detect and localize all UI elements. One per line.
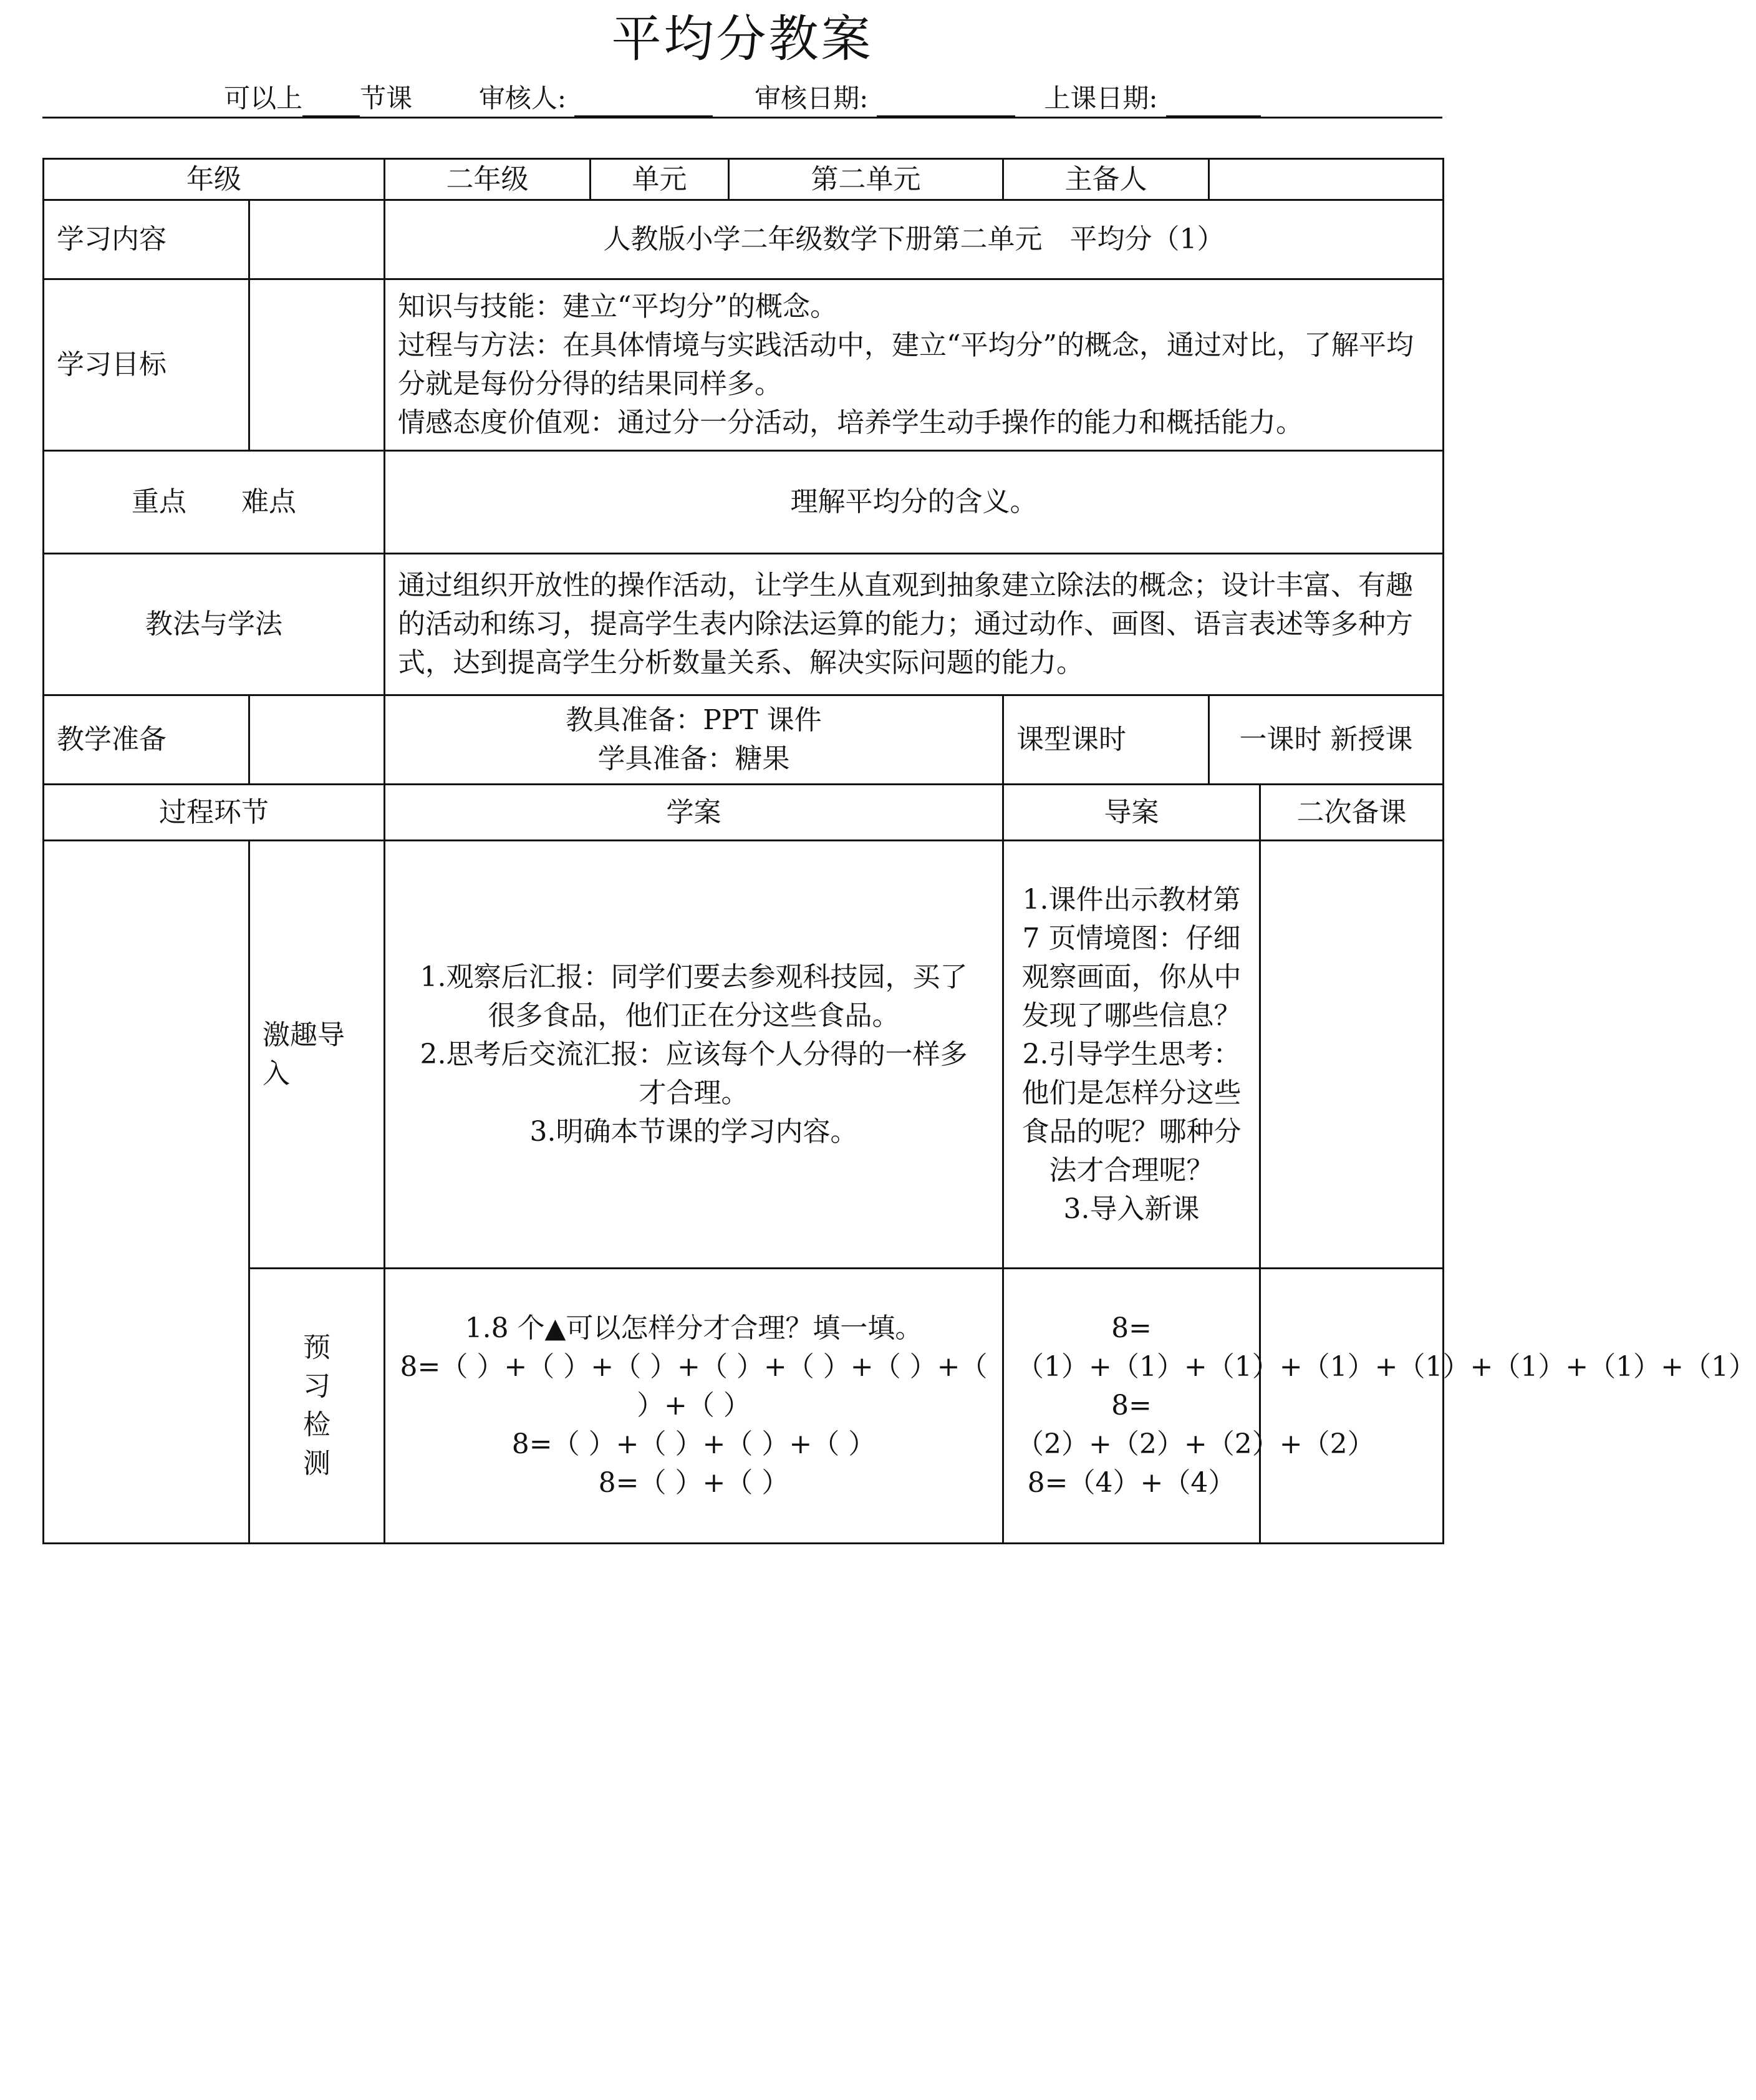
lead-value <box>1209 159 1444 200</box>
unit-label: 单元 <box>591 159 729 200</box>
review-date-label: 审核日期: <box>755 83 869 114</box>
header-rule <box>42 117 1442 119</box>
second-label: 二次备课 <box>1260 785 1444 841</box>
grade-label: 年级 <box>44 159 385 200</box>
unit-value: 第二单元 <box>729 159 1003 200</box>
lesson-plan-table <box>42 158 1756 1544</box>
prep-label: 教学准备 <box>44 695 249 785</box>
goals-empty <box>249 279 385 451</box>
prep-row <box>44 695 1444 785</box>
prep-student-tools: 学具准备：糖果 <box>597 743 790 775</box>
reviewer-label: 审核人: <box>478 83 567 114</box>
content-row <box>44 200 1444 279</box>
content-empty <box>249 200 385 279</box>
lesson-prefix: 可以上 <box>224 83 303 114</box>
meta-line <box>0 80 1485 117</box>
guide-label: 导案 <box>1003 785 1260 841</box>
review-date-blank[interactable] <box>877 88 1015 117</box>
preview-study-3: 8=（ ）+（ ）+（ ）+（ ） <box>511 1428 876 1460</box>
prep-teacher-tools: 教具准备：PPT 课件 <box>566 704 822 736</box>
page-title: 平均分教案 <box>611 10 874 68</box>
intro-study-1: 1.观察后汇报：同学们要去参观科技园，买了很多食品，他们正在分这些食品。 <box>420 960 968 1032</box>
stage-intro-guide <box>1003 841 1260 1269</box>
stage-intro-study <box>385 841 1003 1269</box>
preview-guide-2: 8=（2）+（2）+（2）+（2） <box>1016 1390 1375 1460</box>
goals-label: 学习目标 <box>44 279 249 451</box>
content-label: 学习内容 <box>44 200 249 279</box>
preview-guide-1: 8=（1）+（1）+（1）+（1）+（1）+（1）+（1）+（1） <box>1016 1312 1756 1383</box>
method-row <box>44 554 1444 695</box>
prep-value <box>385 695 1003 785</box>
stage-preview-study <box>385 1269 1003 1544</box>
stage-preview-guide <box>1003 1269 1756 1544</box>
class-date-blank[interactable] <box>1166 88 1261 117</box>
lesson-count-blank[interactable] <box>302 88 360 117</box>
grade-row <box>44 159 1444 200</box>
stage-preview-row <box>44 1269 1444 1544</box>
preview-study-2: 8=（ ）+（ ）+（ ）+（ ）+（ ）+（ ）+（ ）+（ ） <box>400 1351 988 1421</box>
intro-study-2: 2.思考后交流汇报：应该每个人分得的一样多才合理。 <box>420 1038 968 1109</box>
key-row <box>44 451 1444 554</box>
intro-second-empty <box>1260 841 1444 1269</box>
stage-intro-name: 激趣导入 <box>249 841 385 1269</box>
content-value: 人教版小学二年级数学下册第二单元 平均分（1） <box>385 200 1444 279</box>
process-header-row <box>44 785 1444 841</box>
intro-guide-3: 3.导入新课 <box>1063 1193 1200 1225</box>
lesson-suffix: 节课 <box>360 83 413 114</box>
stage-intro-row <box>44 841 1444 1269</box>
type-label: 课型课时 <box>1003 695 1209 785</box>
stage-preview-name: 预习检测 <box>249 1269 385 1544</box>
goal-attitude: 情感态度价值观：通过分一分活动，培养学生动手操作的能力和概括能力。 <box>398 407 1303 438</box>
preview-guide-3: 8=（4）+（4） <box>1027 1467 1236 1499</box>
goals-value <box>385 279 1444 451</box>
class-date-label: 上课日期: <box>1044 83 1158 114</box>
key-label: 重点 难点 <box>44 451 385 554</box>
goals-row <box>44 279 1444 451</box>
lead-label: 主备人 <box>1003 159 1209 200</box>
process-label: 过程环节 <box>44 785 385 841</box>
preview-study-1: 1.8 个▲可以怎样分才合理？填一填。 <box>465 1312 923 1344</box>
prep-empty <box>249 695 385 785</box>
reviewer-blank[interactable] <box>574 88 713 117</box>
preview-study-4: 8=（ ）+（ ） <box>598 1467 789 1499</box>
goal-process: 过程与方法：在具体情境与实践活动中，建立“平均分”的概念，通过对比，了解平均分就是每份分得的结果同样多。 <box>398 329 1414 400</box>
method-label: 教法与学法 <box>44 554 385 695</box>
key-value: 理解平均分的含义。 <box>385 451 1444 554</box>
study-label: 学案 <box>385 785 1003 841</box>
type-value: 一课时 新授课 <box>1209 695 1444 785</box>
goal-knowledge: 知识与技能：建立“平均分”的概念。 <box>398 291 837 322</box>
grade-value: 二年级 <box>385 159 591 200</box>
intro-study-3: 3.明确本节课的学习内容。 <box>529 1115 858 1148</box>
method-value: 通过组织开放性的操作活动，让学生从直观到抽象建立除法的概念；设计丰富、有趣的活动和练习，提高学生表内除法运算的能力；通过动作、画图、语言表述等多种方式，达到提高学生分析数量关系、解决实际问题的能力。 <box>385 554 1444 695</box>
process-empty <box>44 841 249 1544</box>
intro-guide-1: 1.课件出示教材第 7 页情境图：仔细观察画面，你从中发现了哪些信息？ <box>1021 883 1242 1032</box>
intro-guide-2: 2.引导学生思考：他们是怎样分这些食品的呢？哪种分法才合理呢？ <box>1021 1038 1242 1186</box>
preview-second-empty <box>1260 1269 1444 1544</box>
